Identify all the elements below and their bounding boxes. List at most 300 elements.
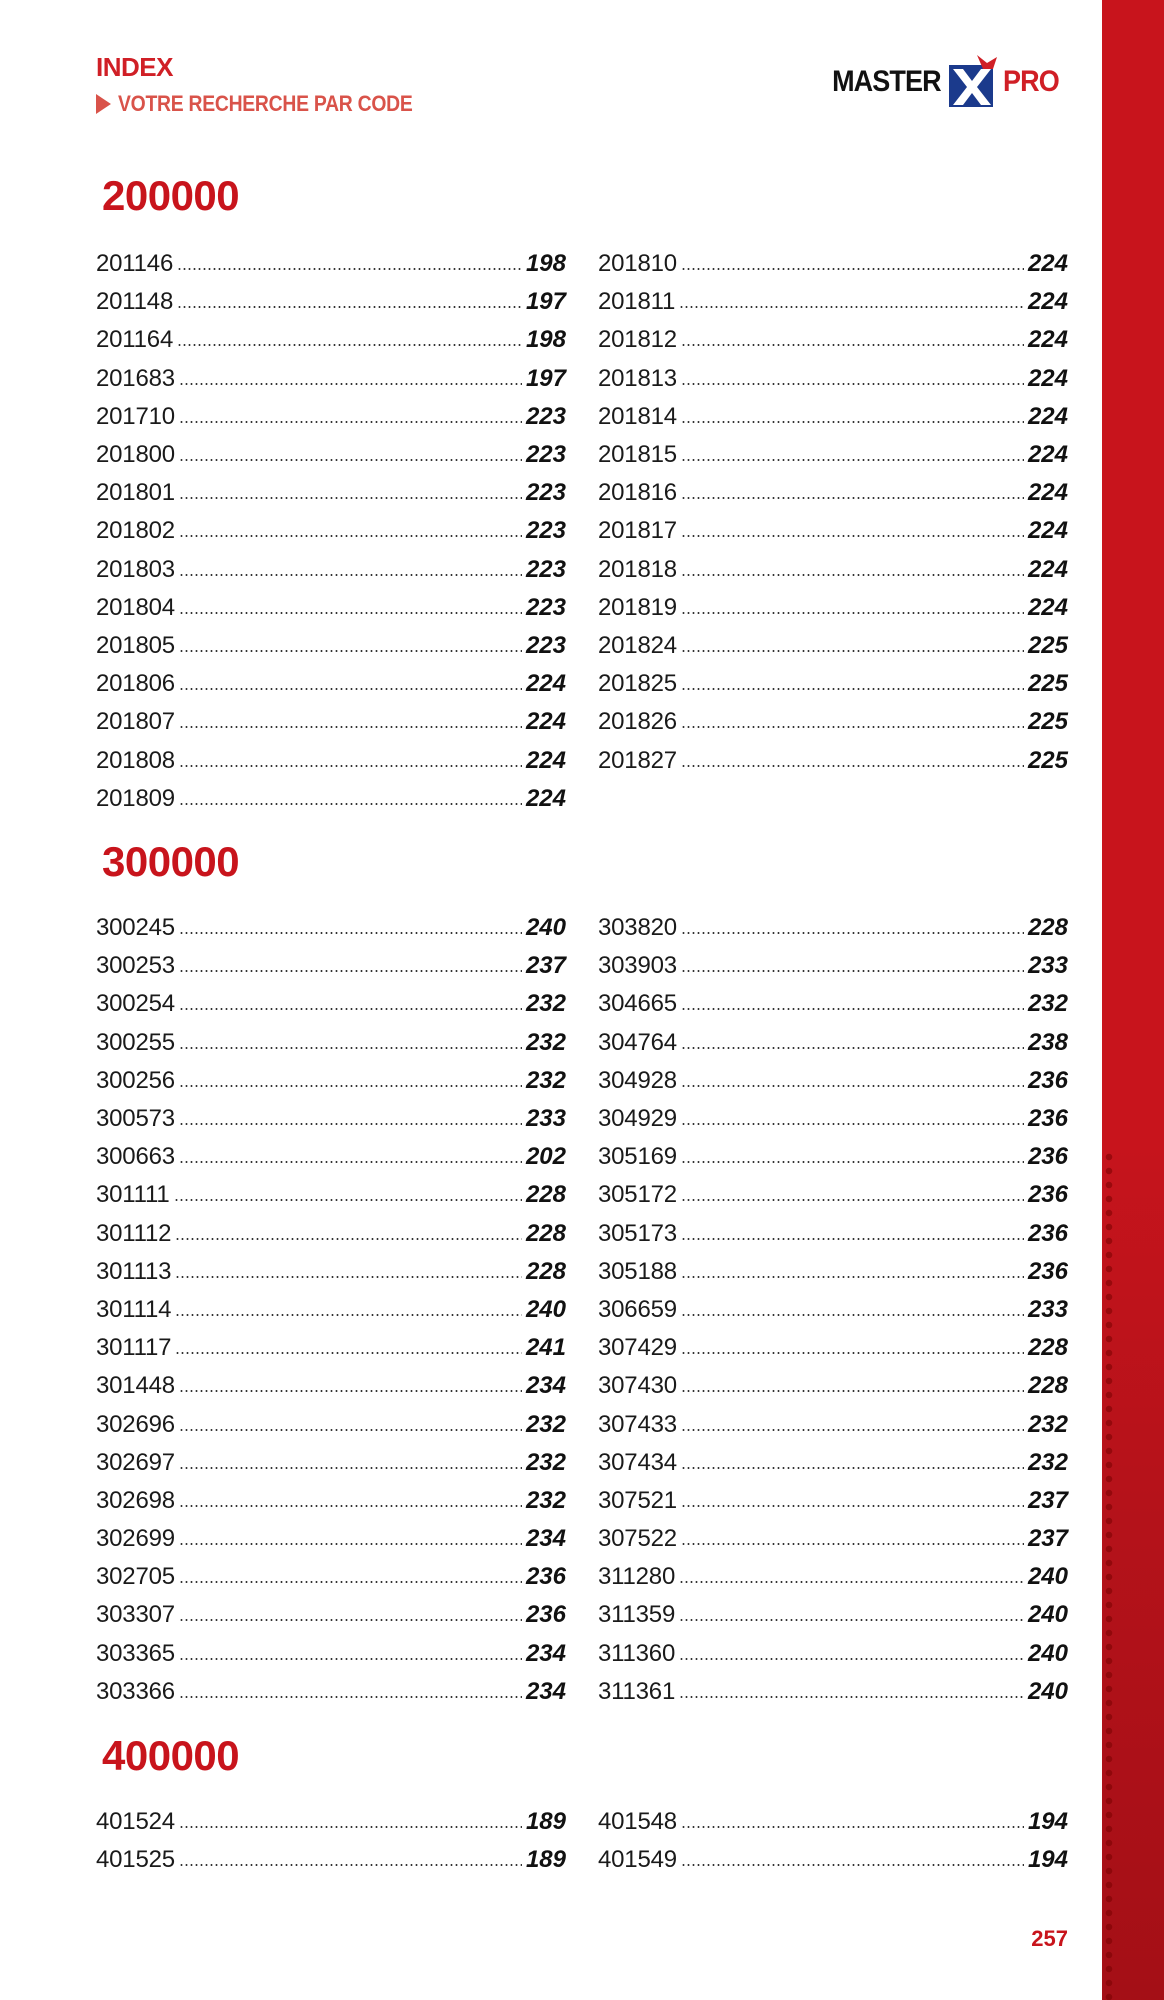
product-code: 301448 (96, 1372, 175, 1400)
index-entry (598, 985, 1068, 1023)
product-code: 201815 (598, 441, 677, 469)
dot-leader (179, 1085, 522, 1087)
index-entry (96, 1482, 566, 1520)
index-entry (96, 1558, 566, 1596)
dot-leader (179, 421, 522, 423)
index-entry (96, 1444, 566, 1482)
index-entry (598, 512, 1068, 550)
page-reference: 232 (525, 1448, 566, 1476)
product-code: 307429 (598, 1334, 677, 1362)
dot-leader (179, 1619, 522, 1621)
dot-leader (179, 1826, 522, 1828)
product-code: 302699 (96, 1525, 175, 1553)
logo-word-pro: PRO (1002, 65, 1059, 98)
index-entry (598, 1803, 1068, 1841)
product-code: 304929 (598, 1105, 677, 1133)
dot-leader (179, 932, 522, 934)
dot-leader (179, 803, 522, 805)
index-entry (96, 985, 566, 1023)
page-reference: 240 (1027, 1601, 1068, 1629)
index-entry (96, 1138, 566, 1176)
page-reference: 224 (525, 746, 566, 774)
product-code: 300245 (96, 914, 175, 942)
page-reference: 238 (1027, 1028, 1068, 1056)
index-entry (598, 1329, 1068, 1367)
dot-leader (179, 1543, 522, 1545)
play-arrow-icon (96, 94, 111, 114)
dot-leader (175, 1238, 522, 1240)
index-entry (598, 321, 1068, 359)
product-code: 302698 (96, 1486, 175, 1514)
index-column-200000-left (96, 245, 566, 818)
index-entry (96, 1024, 566, 1062)
index-entry (598, 1405, 1068, 1443)
index-entry (96, 665, 566, 703)
page-reference: 236 (1027, 1066, 1068, 1094)
dot-leader (681, 1008, 1024, 1010)
dot-leader (681, 650, 1024, 652)
product-code: 201710 (96, 402, 175, 430)
page-reference: 234 (525, 1639, 566, 1667)
index-entry (96, 780, 566, 818)
index-column-300000-left (96, 909, 566, 1711)
product-code: 401548 (598, 1808, 677, 1836)
page-reference: 236 (1027, 1257, 1068, 1285)
page-reference: 223 (525, 441, 566, 469)
index-entry (598, 1482, 1068, 1520)
page-reference: 223 (525, 631, 566, 659)
index-entry (598, 741, 1068, 779)
index-entry (96, 283, 566, 321)
index-entry (598, 589, 1068, 627)
product-code: 201817 (598, 517, 677, 545)
dot-leader (681, 383, 1024, 385)
dot-leader (179, 650, 522, 652)
product-code: 301114 (96, 1295, 172, 1323)
page-reference: 223 (525, 517, 566, 545)
product-code: 201811 (598, 288, 676, 316)
dot-leader (175, 1276, 522, 1278)
index-entry (598, 1176, 1068, 1214)
product-code: 305169 (598, 1143, 677, 1171)
product-code: 306659 (598, 1295, 677, 1323)
product-code: 305188 (598, 1257, 677, 1285)
dot-leader (179, 1864, 522, 1866)
page-reference: 236 (1027, 1181, 1068, 1209)
product-code: 302697 (96, 1448, 175, 1476)
page-reference: 232 (525, 990, 566, 1018)
product-code: 201164 (96, 326, 174, 354)
page-reference: 224 (1027, 250, 1068, 278)
dot-leader (175, 1314, 522, 1316)
page-reference: 236 (1027, 1219, 1068, 1247)
product-code: 201824 (598, 631, 677, 659)
dot-leader (179, 612, 522, 614)
index-entry (598, 1841, 1068, 1879)
page-reference: 240 (525, 914, 566, 942)
page-reference: 240 (525, 1295, 566, 1323)
product-code: 201803 (96, 555, 175, 583)
index-entry (96, 1291, 566, 1329)
dot-leader (681, 1826, 1024, 1828)
index-entry (598, 1253, 1068, 1291)
page-reference: 236 (525, 1601, 566, 1629)
product-code: 311361 (598, 1677, 676, 1705)
product-code: 201806 (96, 670, 175, 698)
dot-leader (681, 1161, 1024, 1163)
page-reference: 237 (1027, 1486, 1068, 1514)
dot-leader (681, 535, 1024, 537)
dot-leader (681, 970, 1024, 972)
dot-leader (681, 421, 1024, 423)
index-entry (96, 360, 566, 398)
product-code: 201807 (96, 708, 175, 736)
index-entry (598, 245, 1068, 283)
index-entry (96, 1062, 566, 1100)
index-entry (96, 1673, 566, 1711)
page-reference: 225 (1027, 670, 1068, 698)
dot-leader (681, 1047, 1024, 1049)
product-code: 201810 (598, 250, 677, 278)
product-code: 307433 (598, 1410, 677, 1438)
product-code: 201816 (598, 479, 677, 507)
page-number: 257 (1031, 1926, 1068, 1951)
index-entry (96, 589, 566, 627)
page-reference: 224 (1027, 479, 1068, 507)
index-entry (96, 512, 566, 550)
section-title-400000: 400000 (102, 1732, 240, 1779)
product-code: 201818 (598, 555, 677, 583)
page-reference: 232 (1027, 1410, 1068, 1438)
dot-leader (679, 1619, 1024, 1621)
product-code: 300256 (96, 1066, 175, 1094)
dot-leader (179, 1467, 522, 1469)
page-reference: 228 (1027, 1372, 1068, 1400)
product-code: 300253 (96, 952, 175, 980)
dot-leader (679, 1581, 1024, 1583)
index-entry (96, 245, 566, 283)
page-reference: 223 (525, 479, 566, 507)
product-code: 201812 (598, 326, 677, 354)
page-reference: 224 (1027, 555, 1068, 583)
page-reference: 233 (1027, 1295, 1068, 1323)
dot-leader (179, 1581, 522, 1583)
page-reference: 232 (525, 1486, 566, 1514)
page-reference: 232 (1027, 1448, 1068, 1476)
product-code: 311280 (598, 1563, 676, 1591)
page-reference: 189 (525, 1808, 566, 1836)
product-code: 300663 (96, 1143, 175, 1171)
dot-leader (179, 1123, 522, 1125)
dot-leader (679, 1658, 1024, 1660)
logo-word-master: MASTER (832, 65, 941, 98)
dot-leader (681, 1505, 1024, 1507)
dot-leader (179, 765, 522, 767)
page-reference: 236 (1027, 1105, 1068, 1133)
page-reference: 232 (525, 1028, 566, 1056)
page-reference: 232 (525, 1066, 566, 1094)
page-reference: 198 (525, 250, 566, 278)
index-entry (598, 436, 1068, 474)
product-code: 201801 (96, 479, 175, 507)
page-reference: 236 (1027, 1143, 1068, 1171)
dot-leader (179, 688, 522, 690)
product-code: 201808 (96, 746, 175, 774)
page-reference: 225 (1027, 631, 1068, 659)
page-reference: 224 (525, 784, 566, 812)
dot-leader (681, 1085, 1024, 1087)
dot-leader (681, 1429, 1024, 1431)
index-entry (598, 1291, 1068, 1329)
index-entry (96, 1100, 566, 1138)
section-title-200000: 200000 (102, 172, 240, 219)
product-code: 401549 (598, 1846, 677, 1874)
product-code: 311360 (598, 1639, 676, 1667)
product-code: 201683 (96, 364, 175, 392)
index-entry (96, 703, 566, 741)
product-code: 201805 (96, 631, 175, 659)
index-entry (96, 474, 566, 512)
page-reference: 233 (525, 1105, 566, 1133)
page-title: INDEX (96, 52, 173, 82)
dot-leader (681, 574, 1024, 576)
index-entry (96, 1367, 566, 1405)
page-reference: 233 (1027, 952, 1068, 980)
index-entry (598, 1024, 1068, 1062)
product-code: 201146 (96, 250, 174, 278)
dot-leader (681, 612, 1024, 614)
dot-leader (681, 1276, 1024, 1278)
dot-leader (681, 1543, 1024, 1545)
index-column-400000-left (96, 1803, 566, 1879)
index-entry (96, 909, 566, 947)
dot-leader (679, 1696, 1024, 1698)
dot-leader (179, 1390, 522, 1392)
dot-leader (681, 1352, 1024, 1354)
index-column-200000-right (598, 245, 1068, 780)
section-title-300000: 300000 (102, 838, 240, 885)
dot-leader (179, 497, 522, 499)
index-entry (598, 474, 1068, 512)
product-code: 305172 (598, 1181, 677, 1209)
product-code: 201804 (96, 593, 175, 621)
product-code: 201809 (96, 784, 175, 812)
product-code: 305173 (598, 1219, 677, 1247)
product-code: 303365 (96, 1639, 175, 1667)
index-entry (598, 398, 1068, 436)
dot-leader (681, 1123, 1024, 1125)
dot-leader (179, 574, 522, 576)
dot-leader (179, 1047, 522, 1049)
index-entry (598, 665, 1068, 703)
product-code: 304665 (598, 990, 677, 1018)
dot-leader (681, 344, 1024, 346)
product-code: 201814 (598, 402, 677, 430)
brand-logo (820, 54, 1065, 110)
dot-leader (179, 1505, 522, 1507)
page-reference: 198 (525, 326, 566, 354)
page-reference: 202 (525, 1143, 566, 1171)
index-entry (598, 283, 1068, 321)
dot-leader (177, 268, 522, 270)
star-cross-logo-icon (947, 55, 997, 109)
index-entry (598, 1367, 1068, 1405)
product-code: 300254 (96, 990, 175, 1018)
index-entry (96, 1405, 566, 1443)
product-code: 307522 (598, 1525, 677, 1553)
product-code: 301111 (96, 1181, 170, 1209)
page-subtitle-text: VOTRE RECHERCHE PAR CODE (118, 91, 413, 116)
page-reference: 236 (525, 1563, 566, 1591)
index-entry (96, 398, 566, 436)
index-entry (96, 1329, 566, 1367)
product-code: 301117 (96, 1334, 172, 1362)
product-code: 301112 (96, 1219, 172, 1247)
index-entry (598, 551, 1068, 589)
product-code: 303366 (96, 1677, 175, 1705)
dot-leader (175, 1352, 522, 1354)
index-entry (96, 1215, 566, 1253)
dot-leader (179, 1008, 522, 1010)
index-entry (96, 1803, 566, 1841)
page-reference: 241 (525, 1334, 566, 1362)
index-entry (96, 551, 566, 589)
index-entry (598, 703, 1068, 741)
index-entry (96, 1176, 566, 1214)
product-code: 201825 (598, 670, 677, 698)
page-reference: 228 (525, 1257, 566, 1285)
page-subtitle (96, 90, 412, 118)
page-reference: 228 (525, 1219, 566, 1247)
page-reference: 232 (1027, 990, 1068, 1018)
product-code: 401525 (96, 1846, 175, 1874)
index-entry (598, 1444, 1068, 1482)
index-entry (598, 1520, 1068, 1558)
product-code: 303820 (598, 914, 677, 942)
index-entry (598, 1635, 1068, 1673)
product-code: 311359 (598, 1601, 676, 1629)
index-entry (598, 1062, 1068, 1100)
product-code: 304928 (598, 1066, 677, 1094)
index-column-300000-right (598, 909, 1068, 1711)
product-code: 301113 (96, 1257, 172, 1285)
page-reference: 237 (1027, 1525, 1068, 1553)
page-reference: 228 (525, 1181, 566, 1209)
index-entry (598, 947, 1068, 985)
product-code: 307521 (598, 1486, 677, 1514)
page-reference: 234 (525, 1525, 566, 1553)
dot-leader (681, 932, 1024, 934)
dot-leader (681, 1467, 1024, 1469)
product-code: 201148 (96, 288, 174, 316)
page-reference: 197 (525, 364, 566, 392)
dot-leader (177, 344, 522, 346)
dot-leader (179, 726, 522, 728)
dot-leader (681, 497, 1024, 499)
product-code: 303903 (598, 952, 677, 980)
dot-leader (179, 970, 522, 972)
page-reference: 224 (525, 708, 566, 736)
product-code: 307434 (598, 1448, 677, 1476)
dot-leader (679, 306, 1024, 308)
index-entry (96, 741, 566, 779)
page-reference: 237 (525, 952, 566, 980)
product-code: 401524 (96, 1808, 175, 1836)
dot-leader (179, 1696, 522, 1698)
dot-leader (177, 306, 522, 308)
page-reference: 224 (1027, 364, 1068, 392)
dot-leader (681, 459, 1024, 461)
index-entry (96, 1596, 566, 1634)
page-reference: 234 (525, 1677, 566, 1705)
index-entry (96, 436, 566, 474)
product-code: 201819 (598, 593, 677, 621)
page-reference: 224 (1027, 441, 1068, 469)
index-entry (598, 627, 1068, 665)
index-entry (96, 1841, 566, 1879)
dot-leader (681, 268, 1024, 270)
dot-leader (174, 1199, 522, 1201)
dot-leader (179, 1161, 522, 1163)
product-code: 302705 (96, 1563, 175, 1591)
dot-leader (681, 1314, 1024, 1316)
product-code: 201826 (598, 708, 677, 736)
product-code: 307430 (598, 1372, 677, 1400)
index-entry (96, 627, 566, 665)
dot-leader (179, 535, 522, 537)
page-reference: 224 (1027, 326, 1068, 354)
dot-leader (179, 1429, 522, 1431)
page-reference: 194 (1027, 1808, 1068, 1836)
dot-leader (179, 459, 522, 461)
page-reference: 223 (525, 593, 566, 621)
index-entry (598, 1138, 1068, 1176)
page-reference: 240 (1027, 1677, 1068, 1705)
page-reference: 225 (1027, 708, 1068, 736)
product-code: 201800 (96, 441, 175, 469)
page-reference: 197 (525, 288, 566, 316)
page-reference: 223 (525, 402, 566, 430)
page-reference: 224 (1027, 402, 1068, 430)
index-entry (598, 360, 1068, 398)
dot-leader (681, 688, 1024, 690)
product-code: 300573 (96, 1105, 175, 1133)
dot-leader (681, 726, 1024, 728)
dot-leader (681, 1390, 1024, 1392)
page-reference: 224 (1027, 288, 1068, 316)
index-column-400000-right (598, 1803, 1068, 1879)
index-entry (96, 1635, 566, 1673)
product-code: 201827 (598, 746, 677, 774)
index-entry (598, 1215, 1068, 1253)
page-reference: 234 (525, 1372, 566, 1400)
page-reference: 228 (1027, 1334, 1068, 1362)
product-code: 300255 (96, 1028, 175, 1056)
dot-leader (179, 1658, 522, 1660)
product-code: 302696 (96, 1410, 175, 1438)
page-reference: 223 (525, 555, 566, 583)
dot-leader (681, 1199, 1024, 1201)
index-entry (96, 321, 566, 359)
page-reference: 189 (525, 1846, 566, 1874)
page-reference: 240 (1027, 1639, 1068, 1667)
page-reference: 224 (1027, 517, 1068, 545)
index-entry (96, 1520, 566, 1558)
product-code: 201802 (96, 517, 175, 545)
index-entry (598, 1596, 1068, 1634)
index-entry (598, 909, 1068, 947)
page-reference: 228 (1027, 914, 1068, 942)
